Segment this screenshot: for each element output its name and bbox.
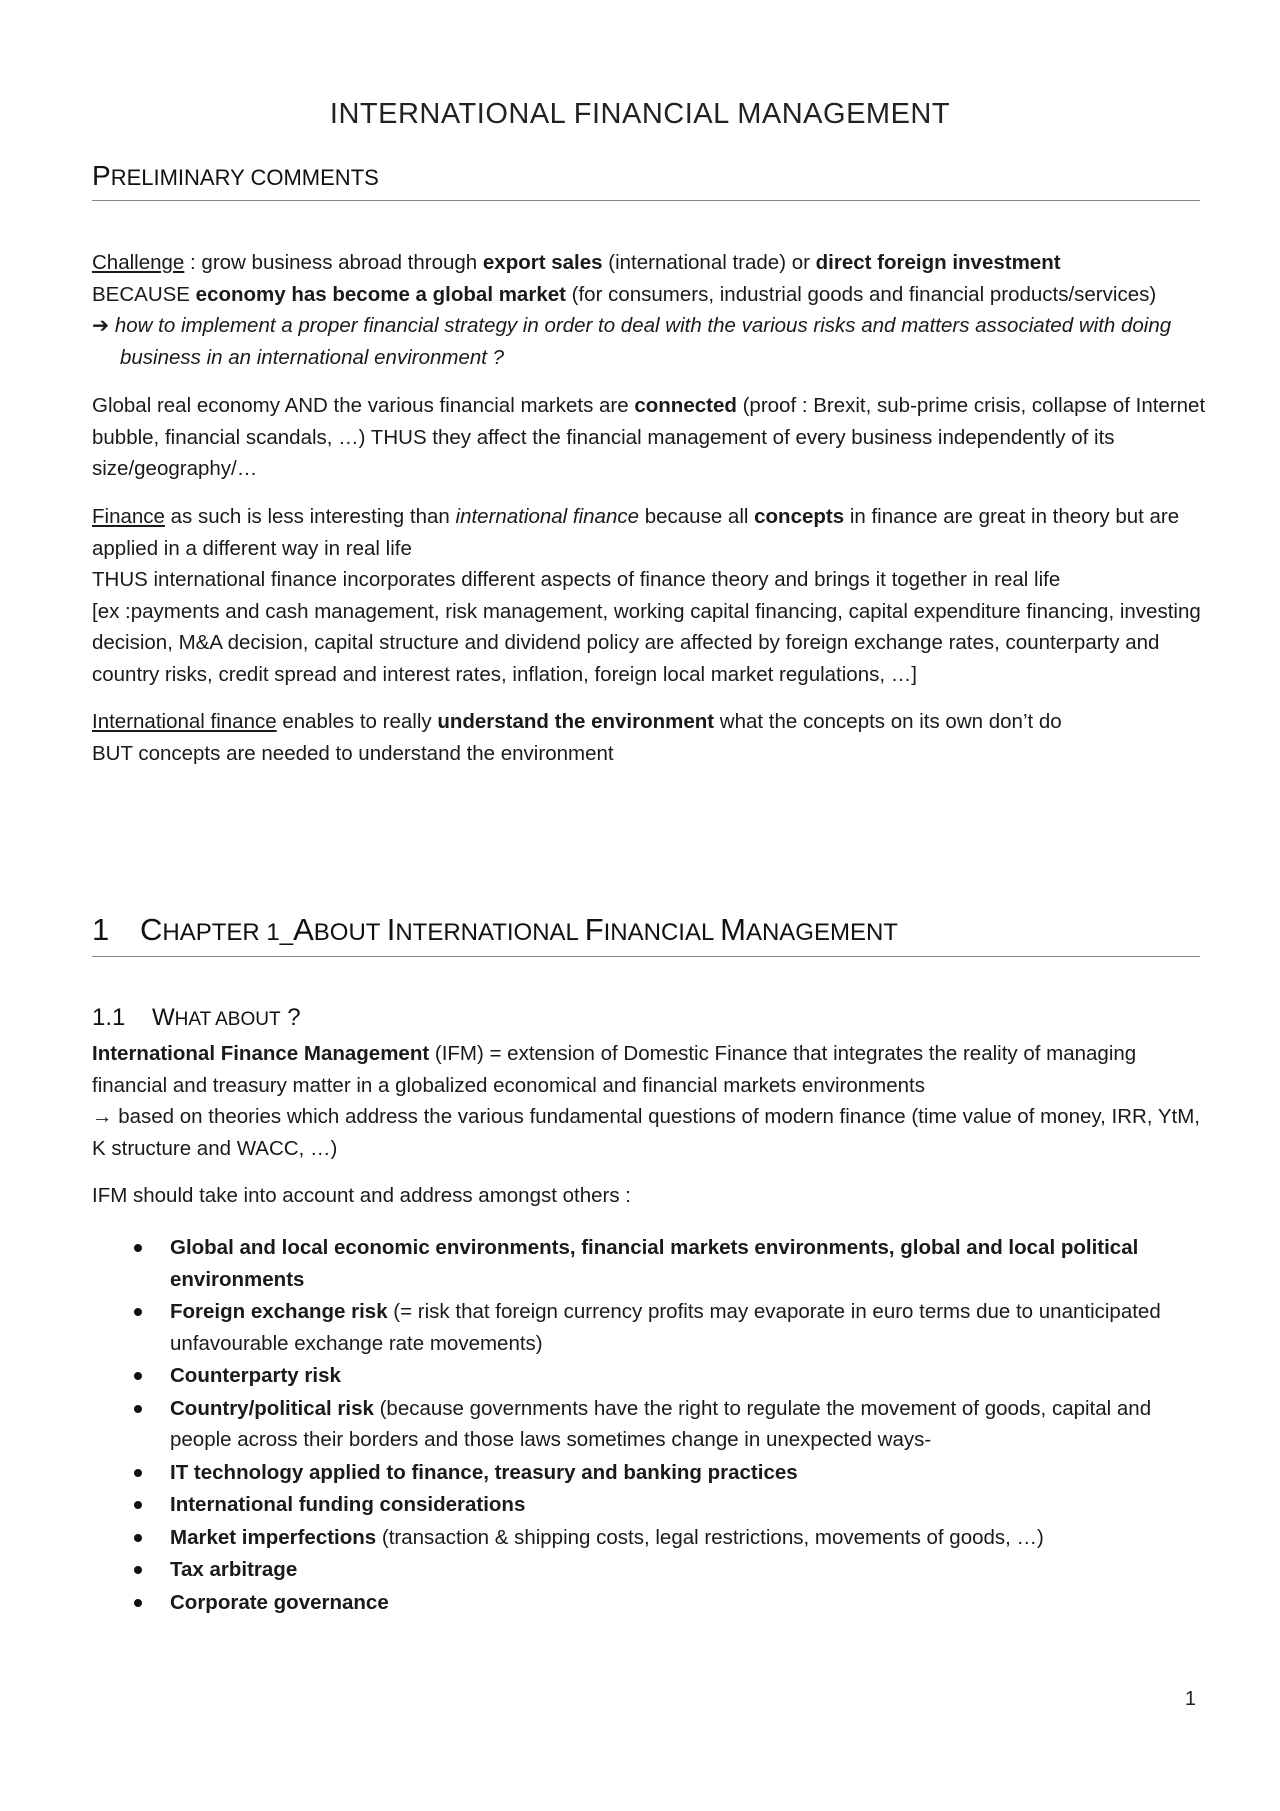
heading-smallcaps: NTERNATIONAL [395,919,585,946]
text-run: what the concepts on its own don’t do [714,710,1062,733]
bold-run: export sales [482,251,603,274]
heading-initial: M [720,912,746,947]
strategy-question: how to implement a proper financial strategy in order to deal with the various risks and matters associated with doing business in an international environment ? [109,314,1172,369]
heading-initial: I [386,912,396,947]
bullet-bold-text: Counterparty risk [170,1364,341,1387]
bullet-icon [134,1308,142,1316]
heading-smallcaps: INANCIAL [603,919,721,946]
list-item [130,1232,1190,1295]
finance-paragraph [92,501,1212,690]
text-run: (proof : Brexit, sub-prime crisis, collapse of Internet bubble, financial scandals, …) THUS they affect the financial management of every business independently of its size/geography/… [92,394,1206,480]
document-title: INTERNATIONAL FINANCIAL MANAGEMENT [329,98,951,130]
bold-run: concepts [754,505,845,528]
chapter-number: 1 [92,912,110,947]
heading-question-mark: ? [280,1004,301,1031]
bullet-icon [134,1372,142,1380]
list-item [130,1360,1190,1392]
heading-initial: W [152,1004,175,1031]
ifm-topics-list [130,1232,1190,1619]
challenge-label: Challenge [92,251,185,274]
text-run: (international trade) or [602,251,816,274]
ifm-intro-text: IFM should take into account and address amongst others : [92,1184,631,1207]
bullet-icon [134,1469,142,1477]
bold-run: economy has become a global market [195,282,566,306]
ifm-intro-paragraph [92,1180,1212,1212]
finance-label: Finance [92,505,165,528]
bullet-icon [134,1501,142,1509]
heading-initial: C [140,912,163,947]
text-run: as such is less interesting than [164,505,456,528]
bullet-rest-text: (transaction & shipping costs, legal restrictions, movements of goods, …) [376,1525,1044,1549]
text-run: enables to really [276,710,438,733]
page-number: 1 [1184,1688,1196,1710]
list-item [130,1296,1190,1359]
text-run: (IFM) = extension of Domestic Finance that integrates the reality of managing financial and treasury matter in a globalized economical and financial markets environments [92,1042,1137,1097]
heading-smallcaps: ANAGEMENT [745,919,898,946]
list-item [130,1489,1190,1521]
section-number: 1.1 [92,1004,126,1031]
bullet-icon [134,1405,142,1413]
bullet-bold-text: Corporate governance [170,1590,389,1614]
thus-line: THUS international finance incorporates different aspects of finance theory and brings it together in real life [92,568,1061,591]
text-run: : grow business abroad through [184,251,483,274]
text-run: (for consumers, industrial goods and financial products/services) [565,282,1157,306]
bullet-icon [134,1599,142,1607]
arrow-icon: ➔ [92,314,110,337]
heading-smallcaps: HAPTER 1_ [162,919,294,946]
example-line: [ex :payments and cash management, risk management, working capital financing, capital expenditure financing, investing decision, M&A decision, capital structure and dividend policy are affected by foreign exchange rates, counterparty and country risks, credit spread and interest rates, inflation, foreign local market regulations, …] [92,599,1201,686]
but-line: BUT concepts are needed to understand the environment [92,741,614,765]
text-run: based on theories which address the various fundamental questions of modern finance (time value of money, IRR, YtM, K structure and WACC, …) [92,1105,1200,1160]
list-item [130,1522,1190,1554]
bold-run: connected [634,394,737,417]
text-run: because all [639,505,755,528]
bullet-bold-text: Market imperfections [170,1525,377,1549]
text-run: BECAUSE [92,282,196,306]
text-run: in finance are great in theory but are applied in a different way in real life [92,505,1180,560]
ifm-definition-paragraph [92,1038,1212,1164]
challenge-paragraph [92,247,1212,373]
list-item [130,1587,1190,1619]
bold-run: direct foreign investment [815,251,1061,274]
heading-initial: A [293,912,314,947]
bullet-bold-text: Foreign exchange risk [170,1300,388,1323]
list-item [130,1554,1190,1586]
text-run: Global real economy AND the various financial markets are [92,394,635,417]
chapter-1-heading [92,912,1200,957]
section-1-1-heading [92,1004,301,1032]
international-finance-paragraph [92,706,1212,769]
bullet-icon [134,1566,142,1574]
list-item [130,1393,1190,1456]
bullet-rest-text: (= risk that foreign currency profits may evaporate in euro terms due to unanticipated unfavourable exchange rate movements) [170,1300,1161,1355]
global-economy-paragraph [92,390,1212,485]
heading-initial: P [92,160,111,191]
bullet-bold-text: IT technology applied to finance, treasury and banking practices [170,1460,798,1484]
bullet-bold-text: Tax arbitrage [170,1558,298,1581]
preliminary-comments-heading [92,160,1200,201]
bullet-bold-text: Country/political risk [170,1396,374,1420]
bold-run: understand the environment [437,710,715,733]
bold-run: International Finance Management [92,1042,430,1065]
international-finance-label: International finance [92,710,277,733]
bullet-icon [134,1244,142,1252]
bullet-bold-text: International funding considerations [170,1493,526,1516]
bullet-icon [134,1534,142,1542]
heading-smallcaps: RELIMINARY COMMENTS [110,165,379,190]
italic-run: international finance [455,505,640,528]
arrow-icon: → [92,1105,113,1128]
bullet-bold-text: Global and local economic environments, financial markets environments, global and local political environments [170,1236,1139,1291]
list-item [130,1457,1190,1489]
heading-initial: F [584,912,604,947]
bullet-rest-text: (because governments have the right to regulate the movement of goods, capital and people across their borders and those laws sometimes change in unexpected ways- [170,1396,1152,1451]
heading-smallcaps: HAT ABOUT [174,1009,281,1030]
heading-smallcaps: BOUT [313,919,387,946]
